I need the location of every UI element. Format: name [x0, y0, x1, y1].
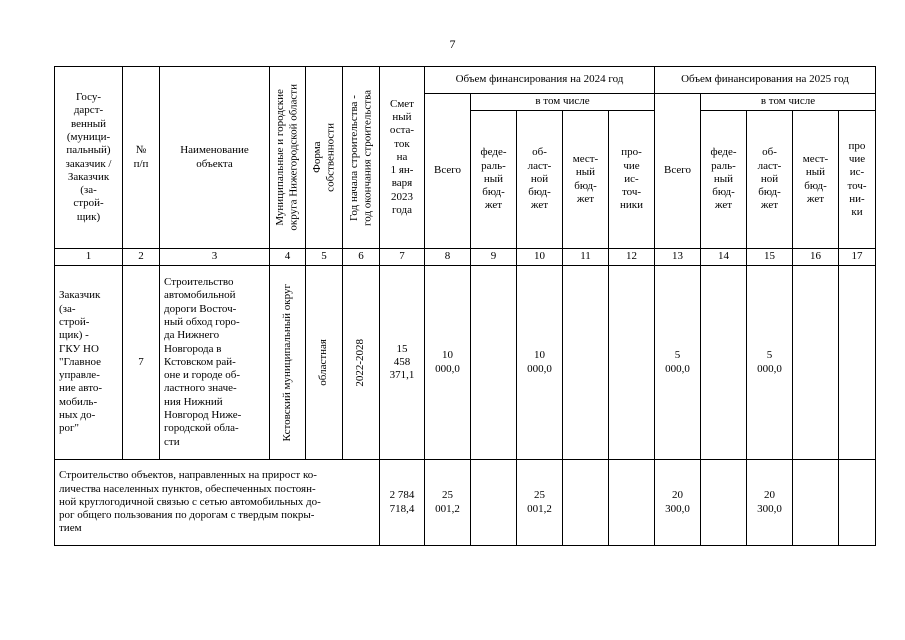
cell-municipality — [270, 266, 306, 460]
summary-federal-2024 — [471, 460, 517, 546]
summary-local-2024 — [563, 460, 609, 546]
header-financing-2025: Объем финансирования на 2025 год — [655, 67, 876, 94]
cell-ownership — [306, 266, 343, 460]
summary-regional-2025: 20 300,0 — [747, 460, 793, 546]
column-number: 17 — [839, 249, 876, 266]
cell-years — [343, 266, 380, 460]
cell-estimate-balance: 15 458 371,1 — [380, 266, 425, 460]
header-including-2024: в том числе — [471, 94, 655, 111]
header-years — [343, 67, 380, 249]
cell-federal-2024 — [471, 266, 517, 460]
column-number: 15 — [747, 249, 793, 266]
summary-other-2025 — [839, 460, 876, 546]
cell-local-2025 — [793, 266, 839, 460]
summary-other-2024 — [609, 460, 655, 546]
summary-label: Строительство объектов, направленных на прирост ко- личества населенных пунктов, обеспеченных постоян- ной круглогодичной связью с сетью автомобильных до- рог общего пользования по дорогам с твердым покры- тием — [55, 460, 380, 546]
header-including-2025: в том числе — [701, 94, 876, 111]
column-number: 1 — [55, 249, 123, 266]
column-number: 13 — [655, 249, 701, 266]
column-number: 14 — [701, 249, 747, 266]
column-number: 10 — [517, 249, 563, 266]
header-regional-2024: об- ласт- ной бюд- жет — [517, 111, 563, 249]
summary-total-2024: 25 001,2 — [425, 460, 471, 546]
column-number: 9 — [471, 249, 517, 266]
column-number: 5 — [306, 249, 343, 266]
column-number: 16 — [793, 249, 839, 266]
header-ownership-text: Форма собственности — [310, 123, 336, 192]
header-object-name: Наименование объекта — [160, 67, 270, 249]
header-total-2024: Всего — [425, 94, 471, 249]
header-other-2024: про- чие ис- точ- ники — [609, 111, 655, 249]
cell-municipality-text: Кстовский муниципальный округ — [280, 283, 293, 442]
page-number: 7 — [449, 37, 456, 51]
header-federal-2024: феде- раль- ный бюд- жет — [471, 111, 517, 249]
header-federal-2025: феде- раль- ный бюд- жет — [701, 111, 747, 249]
header-ownership — [306, 67, 343, 249]
summary-federal-2025 — [701, 460, 747, 546]
summary-estimate-balance: 2 784 718,4 — [380, 460, 425, 546]
cell-local-2024 — [563, 266, 609, 460]
header-total-2025: Всего — [655, 94, 701, 249]
cell-total-2025: 5 000,0 — [655, 266, 701, 460]
financing-table — [54, 66, 876, 546]
column-number: 7 — [380, 249, 425, 266]
cell-total-2024: 10 000,0 — [425, 266, 471, 460]
header-local-2025: мест- ный бюд- жет — [793, 111, 839, 249]
summary-total-2025: 20 300,0 — [655, 460, 701, 546]
cell-object-name: Строительство автомобильной дороги Восточ- ный обход горо- да Нижнего Новгорода в Кстовском рай- оне и городе об- ластного значе- ния Нижний Новгород Ниже- городской обла- сти — [160, 266, 270, 460]
cell-regional-2025: 5 000,0 — [747, 266, 793, 460]
header-regional-2025: об- ласт- ной бюд- жет — [747, 111, 793, 249]
header-municipality-text: Муниципальные и городские округа Нижегородской области — [274, 84, 300, 231]
cell-number: 7 — [123, 266, 160, 460]
cell-federal-2025 — [701, 266, 747, 460]
column-number: 6 — [343, 249, 380, 266]
summary-regional-2024: 25 001,2 — [517, 460, 563, 546]
summary-local-2025 — [793, 460, 839, 546]
cell-regional-2024: 10 000,0 — [517, 266, 563, 460]
column-number: 3 — [160, 249, 270, 266]
cell-other-2024 — [609, 266, 655, 460]
header-municipality — [270, 67, 306, 249]
cell-ownership-text: областная — [317, 339, 330, 386]
column-number: 11 — [563, 249, 609, 266]
header-financing-2024: Объем финансирования на 2024 год — [425, 67, 655, 94]
table-row — [55, 266, 876, 460]
column-number: 2 — [123, 249, 160, 266]
cell-customer: Заказчик (за- строй- щик) - ГКУ НО "Главное управле- ние авто- мобиль- ных до- рог" — [55, 266, 123, 460]
header-estimate-balance: Смет ный оста- ток на 1 ян- варя 2023 года — [380, 67, 425, 249]
summary-row — [55, 460, 876, 546]
column-number: 4 — [270, 249, 306, 266]
header-number: № п/п — [123, 67, 160, 249]
column-number: 8 — [425, 249, 471, 266]
column-number-row — [55, 249, 876, 266]
header-customer: Госу- дарст- венный (муници- пальный) заказчик / Заказчик (за- строй- щик) — [55, 67, 123, 249]
header-years-text: Год начала строительства - год окончания строительства — [347, 89, 373, 226]
header-local-2024: мест- ный бюд- жет — [563, 111, 609, 249]
header-other-2025: про чие ис- точ- ни- ки — [839, 111, 876, 249]
header-row-1 — [55, 67, 876, 94]
cell-other-2025 — [839, 266, 876, 460]
column-number: 12 — [609, 249, 655, 266]
cell-years-text: 2022-2028 — [354, 338, 367, 387]
